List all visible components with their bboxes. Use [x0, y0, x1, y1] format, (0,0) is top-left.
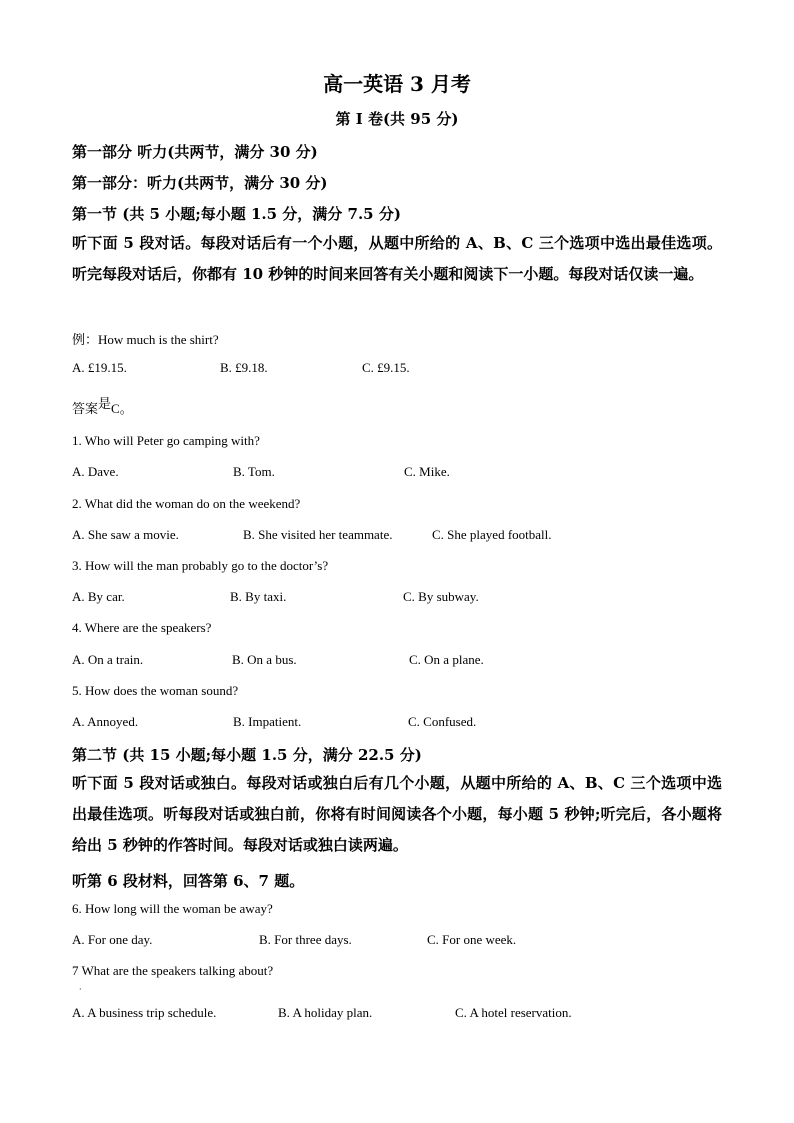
example-answer [72, 398, 133, 417]
q2-option-b: B. She visited her teammate. [243, 527, 393, 542]
q6-option-c: C. For one week. [427, 932, 517, 947]
part2-instructions: 听下面 5 段对话或独白。每段对话或独白后有几个小题，从题中所给的 A、B、C 三个选项中选出最佳选项。听每段对话或独白前，你将有时间阅读各个小题，每小题 5 秒钟;听完后，各小题将给出 5 秒钟的作答时间。每段对话或独白读两遍。 [72, 774, 722, 854]
example-answer-prefix: 答案 [72, 401, 99, 416]
q1-option-b: B. Tom. [233, 464, 275, 479]
material-heading: 听第 6 段材料，回答第 6、7 题。 [72, 872, 305, 890]
question-5: 5. How does the woman sound? [72, 683, 239, 698]
question-6: 6. How long will the woman be away? [72, 901, 273, 916]
q3-option-a: A. By car. [72, 589, 125, 604]
section-heading-alt: 第一部分：听力(共两节，满分 30 分) [72, 174, 328, 192]
q7-option-a: A. A business trip schedule. [72, 1005, 217, 1020]
example-option-a: A. £19.15. [72, 360, 127, 375]
q6-option-b: B. For three days. [259, 932, 352, 947]
q4-option-a: A. On a train. [72, 652, 144, 667]
stray-mark: · [79, 985, 82, 994]
q4-option-c: C. On a plane. [409, 652, 484, 667]
question-1: 1. Who will Peter go camping with? [72, 433, 260, 448]
question-4: 4. Where are the speakers? [72, 620, 212, 635]
q3-option-b: B. By taxi. [230, 589, 287, 604]
part2-heading: 第二节 (共 15 小题;每小题 1.5 分，满分 22.5 分) [72, 746, 422, 764]
example-answer-value: C。 [111, 401, 133, 416]
example-question: 例：How much is the shirt? [72, 332, 219, 347]
q5-option-b: B. Impatient. [233, 714, 302, 729]
example-option-b: B. £9.18. [220, 360, 268, 375]
q3-option-c: C. By subway. [403, 589, 479, 604]
q1-option-a: A. Dave. [72, 464, 119, 479]
part1-instructions: 听下面 5 段对话。每段对话后有一个小题，从题中所给的 A、B、C 三个选项中选出最佳选项。听完每段对话后，你都有 10 秒钟的时间来回答有关小题和阅读下一小题。每段对话仅读一遍。 [72, 234, 722, 283]
q6-option-a: A. For one day. [72, 932, 153, 947]
q2-option-a: A. She saw a movie. [72, 527, 179, 542]
section-heading: 第一部分 听力(共两节，满分 30 分) [72, 143, 318, 161]
part1-heading: 第一节 (共 5 小题;每小题 1.5 分，满分 7.5 分) [72, 205, 401, 223]
example-option-c: C. £9.15. [362, 360, 410, 375]
q7-option-b: B. A holiday plan. [278, 1005, 373, 1020]
q2-option-c: C. She played football. [432, 527, 552, 542]
question-3: 3. How will the man probably go to the doctor’s? [72, 558, 329, 573]
example-answer-sup: 是 [98, 396, 112, 411]
q5-option-a: A. Annoyed. [72, 714, 139, 729]
question-2: 2. What did the woman do on the weekend? [72, 496, 301, 511]
page-subtitle: 第 I 卷(共 95 分) [335, 110, 459, 128]
question-7: 7 What are the speakers talking about? [72, 963, 274, 978]
q1-option-c: C. Mike. [404, 464, 450, 479]
q5-option-c: C. Confused. [408, 714, 477, 729]
q7-option-c: C. A hotel reservation. [455, 1005, 572, 1020]
page-title: 高一英语 3 月考 [323, 72, 471, 96]
q4-option-b: B. On a bus. [232, 652, 297, 667]
